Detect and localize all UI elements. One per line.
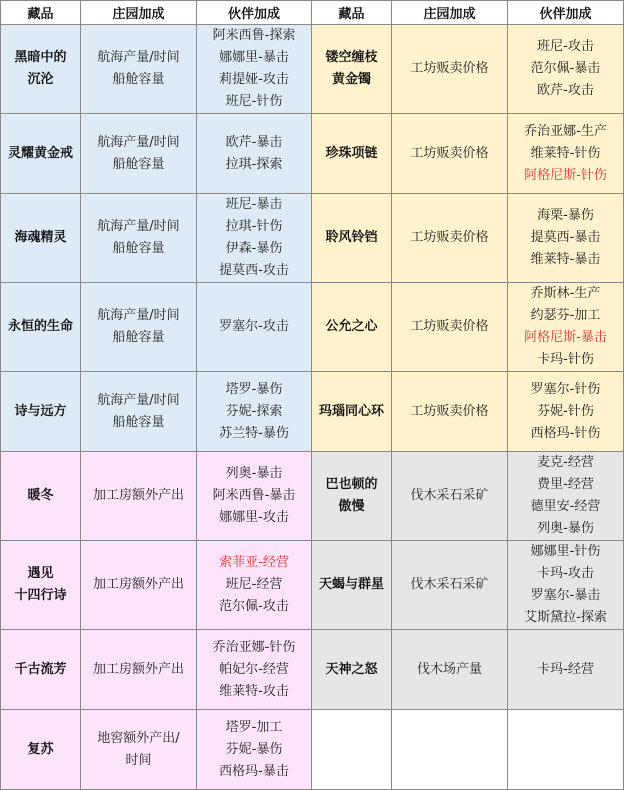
partner-bonus-cell: 娜娜里-针伤 卡玛-攻击 罗塞尔-暴击 艾斯黛拉-探索: [508, 541, 624, 630]
estate-bonus-cell: 航海产量/时间 船舱容量: [81, 25, 197, 114]
estate-bonus-cell: 加工房额外产出: [81, 630, 197, 710]
table-row: [1, 541, 624, 630]
collection-name-cell: 千古流芳: [1, 630, 81, 710]
collection-name-cell: 天蝎与群星: [312, 541, 392, 630]
table-row: [1, 710, 624, 790]
partner-bonus-cell: 麦克-经营 费里-经营 德里安-经营 列奥-暴伤: [508, 452, 624, 541]
estate-bonus-cell: 工坊贩卖价格: [392, 372, 508, 452]
estate-bonus-cell: 伐木采石采矿: [392, 541, 508, 630]
partner-bonus-cell: 卡玛-经营: [508, 630, 624, 710]
partner-bonus-cell: 塔罗-暴伤 芬妮-探索 苏兰特-暴伤: [197, 372, 312, 452]
table-row: [1, 114, 624, 194]
estate-bonus-cell: 加工房额外产出: [81, 452, 197, 541]
estate-bonus-cell: 航海产量/时间 船舱容量: [81, 283, 197, 372]
collection-name-cell: 复苏: [1, 710, 81, 790]
collection-name-cell: 海魂精灵: [1, 194, 81, 283]
collection-name-cell: 灵耀黄金戒: [1, 114, 81, 194]
collection-name-cell: 诗与远方: [1, 372, 81, 452]
header-row: [1, 1, 624, 25]
collection-name-cell: 公允之心: [312, 283, 392, 372]
table-row: [1, 372, 624, 452]
estate-bonus-cell: 地窖额外产出/ 时间: [81, 710, 197, 790]
collection-name-cell: 玛瑙同心环: [312, 372, 392, 452]
collection-name-cell: 巴也顿的 傲慢: [312, 452, 392, 541]
empty-cell: [392, 710, 508, 790]
header-collection-right: 藏品: [312, 1, 392, 25]
collection-name-cell: 珍珠项链: [312, 114, 392, 194]
estate-bonus-cell: 工坊贩卖价格: [392, 114, 508, 194]
collection-name-cell: 聆风铃铛: [312, 194, 392, 283]
partner-bonus-cell: 乔斯林-生产 约瑟芬-加工 阿格尼斯-暴击 卡玛-针伤: [508, 283, 624, 372]
estate-bonus-cell: 工坊贩卖价格: [392, 283, 508, 372]
header-partner-bonus: 伙伴加成: [197, 1, 312, 25]
partner-bonus-cell: 罗塞尔-攻击: [197, 283, 312, 372]
collection-name-cell: 遇见 十四行诗: [1, 541, 81, 630]
partner-bonus-cell: 索菲亚-经营 班尼-经营 范尔佩-攻击: [197, 541, 312, 630]
estate-bonus-cell: 航海产量/时间 船舱容量: [81, 372, 197, 452]
partner-bonus-cell: 阿米西鲁-探索 娜娜里-暴击 莉提娅-攻击 班尼-针伤: [197, 25, 312, 114]
collection-name-cell: 黑暗中的 沉沦: [1, 25, 81, 114]
table-row: [1, 194, 624, 283]
partner-bonus-cell: 班尼-攻击 范尔佩-暴击 欧芹-攻击: [508, 25, 624, 114]
collection-name-cell: 镂空缠枝 黄金镯: [312, 25, 392, 114]
estate-bonus-cell: 航海产量/时间 船舱容量: [81, 114, 197, 194]
partner-bonus-cell: 海栗-暴伤 提莫西-暴击 维莱特-暴击: [508, 194, 624, 283]
estate-bonus-cell: 工坊贩卖价格: [392, 194, 508, 283]
partner-bonus-cell: 罗塞尔-针伤 芬妮-针伤 西格玛-针伤: [508, 372, 624, 452]
partner-bonus-cell: 塔罗-加工 芬妮-暴伤 西格玛-暴击: [197, 710, 312, 790]
empty-cell: [312, 710, 392, 790]
partner-bonus-cell: 乔治亚娜-生产 维莱特-针伤 阿格尼斯-针伤: [508, 114, 624, 194]
collection-name-cell: 永恒的生命: [1, 283, 81, 372]
partner-bonus-cell: 列奥-暴击 阿米西鲁-暴击 娜娜里-攻击: [197, 452, 312, 541]
partner-bonus-cell: 乔治亚娜-针伤 帕妃尔-经营 维莱特-攻击: [197, 630, 312, 710]
table-row: [1, 25, 624, 114]
table-row: [1, 630, 624, 710]
partner-bonus-cell: 班尼-暴击 拉琪-针伤 伊森-暴伤 提莫西-攻击: [197, 194, 312, 283]
table-row: [1, 283, 624, 372]
collection-name-cell: 暖冬: [1, 452, 81, 541]
header-estate-bonus: 庄园加成: [81, 1, 197, 25]
estate-bonus-cell: 伐木采石采矿: [392, 452, 508, 541]
table-row: [1, 452, 624, 541]
estate-bonus-cell: 工坊贩卖价格: [392, 25, 508, 114]
empty-cell: [508, 710, 624, 790]
collection-name-cell: 天神之怒: [312, 630, 392, 710]
estate-bonus-cell: 加工房额外产出: [81, 541, 197, 630]
estate-bonus-cell: 航海产量/时间 船舱容量: [81, 194, 197, 283]
header-partner-bonus-right: 伙伴加成: [508, 1, 624, 25]
estate-bonus-cell: 伐木场产量: [392, 630, 508, 710]
header-estate-bonus-right: 庄园加成: [392, 1, 508, 25]
header-collection: 藏品: [1, 1, 81, 25]
partner-bonus-cell: 欧芹-暴击 拉琪-探索: [197, 114, 312, 194]
